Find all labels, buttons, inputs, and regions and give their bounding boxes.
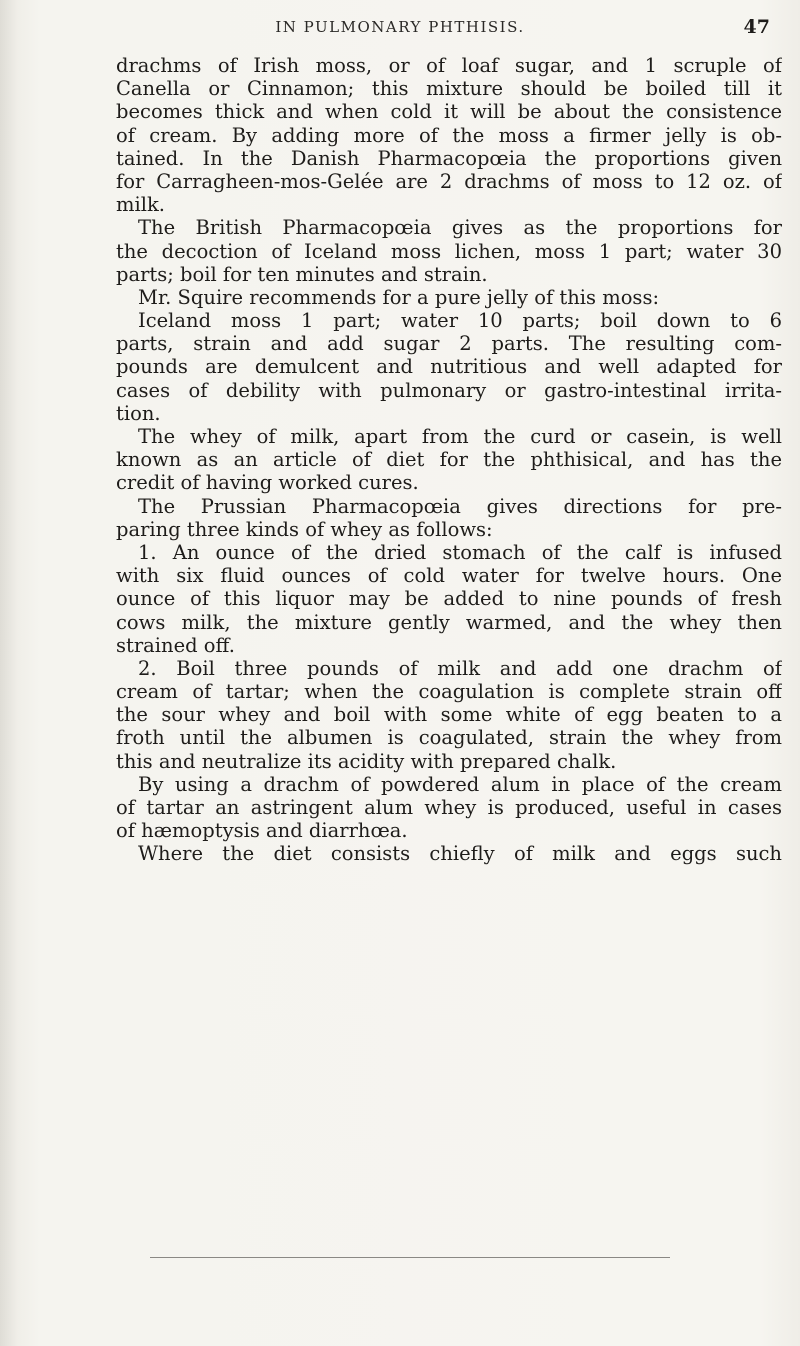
text-line: 2. Boil three pounds of milk and add one drachm of — [138, 656, 782, 680]
text-line: the decoction of Iceland moss lichen, moss 1 part; water 30 — [116, 239, 782, 263]
text-line: drachms of Irish moss, or of loaf sugar, and 1 scruple of — [116, 54, 782, 77]
text-line: strained off. — [116, 633, 235, 657]
page-number: 47 — [743, 16, 770, 38]
text-line: of tartar an astringent alum whey is produced, useful in cases — [116, 796, 782, 819]
gutter-shadow — [0, 0, 18, 1346]
running-title: IN PULMONARY PHTHISIS. — [275, 18, 525, 36]
body-text — [116, 54, 782, 866]
text-line: for Carragheen-mos-Gelée are 2 drachms of moss to 12 oz. of — [116, 169, 782, 193]
text-line: tained. In the Danish Pharmacopœia the proportions given — [116, 146, 782, 170]
text-line: cases of debility with pulmonary or gastro-intestinal irrita- — [116, 378, 782, 402]
text-line: this and neutralize its acidity with prepared chalk. — [116, 749, 617, 773]
text-line: the sour whey and boil with some white of egg beaten to a — [116, 703, 782, 727]
text-line: with six fluid ounces of cold water for twelve hours. One — [116, 564, 782, 588]
running-head — [0, 18, 800, 48]
text-line: tion. — [116, 401, 161, 425]
text-line: paring three kinds of whey as follows: — [116, 517, 493, 541]
text-line: The whey of milk, apart from the curd or casein, is well — [138, 425, 782, 448]
text-line: Where the diet consists chiefly of milk and eggs such — [138, 842, 782, 866]
text-line: becomes thick and when cold it will be about the consistence — [116, 100, 782, 124]
text-line: The Prussian Pharmacopœia gives directions for pre- — [138, 494, 782, 518]
text-line: Iceland moss 1 part; water 10 parts; boil down to 6 — [138, 309, 782, 333]
text-line: of cream. By adding more of the moss a firmer jelly is ob- — [116, 123, 782, 147]
text-line: known as an article of diet for the phthisical, and has the — [116, 448, 782, 472]
text-line: By using a drachm of powdered alum in place of the cream — [138, 772, 782, 796]
text-line: of hæmoptysis and diarrhœa. — [116, 819, 408, 843]
text-line: credit of having worked cures. — [116, 471, 419, 495]
text-line: froth until the albumen is coagulated, strain the whey from — [116, 726, 782, 750]
text-line: 1. An ounce of the dried stomach of the calf is infused — [138, 540, 782, 564]
text-line: milk. — [116, 193, 165, 217]
text-line: pounds are demulcent and nutritious and well adapted for — [116, 355, 782, 379]
text-line: cows milk, the mixture gently warmed, and the whey then — [116, 610, 782, 634]
text-line: Canella or Cinnamon; this mixture should be boiled till it — [116, 77, 782, 101]
text-line: Mr. Squire recommends for a pure jelly of this moss: — [138, 285, 660, 309]
text-line: parts, strain and add sugar 2 parts. The resulting com- — [116, 332, 782, 356]
text-line: cream of tartar; when the coagulation is complete strain off — [116, 680, 782, 704]
text-line: parts; boil for ten minutes and strain. — [116, 262, 488, 286]
printed-rule-line — [150, 1257, 670, 1258]
text-line: The British Pharmacopœia gives as the proportions for — [138, 216, 782, 240]
text-line: ounce of this liquor may be added to nine pounds of fresh — [116, 587, 782, 611]
